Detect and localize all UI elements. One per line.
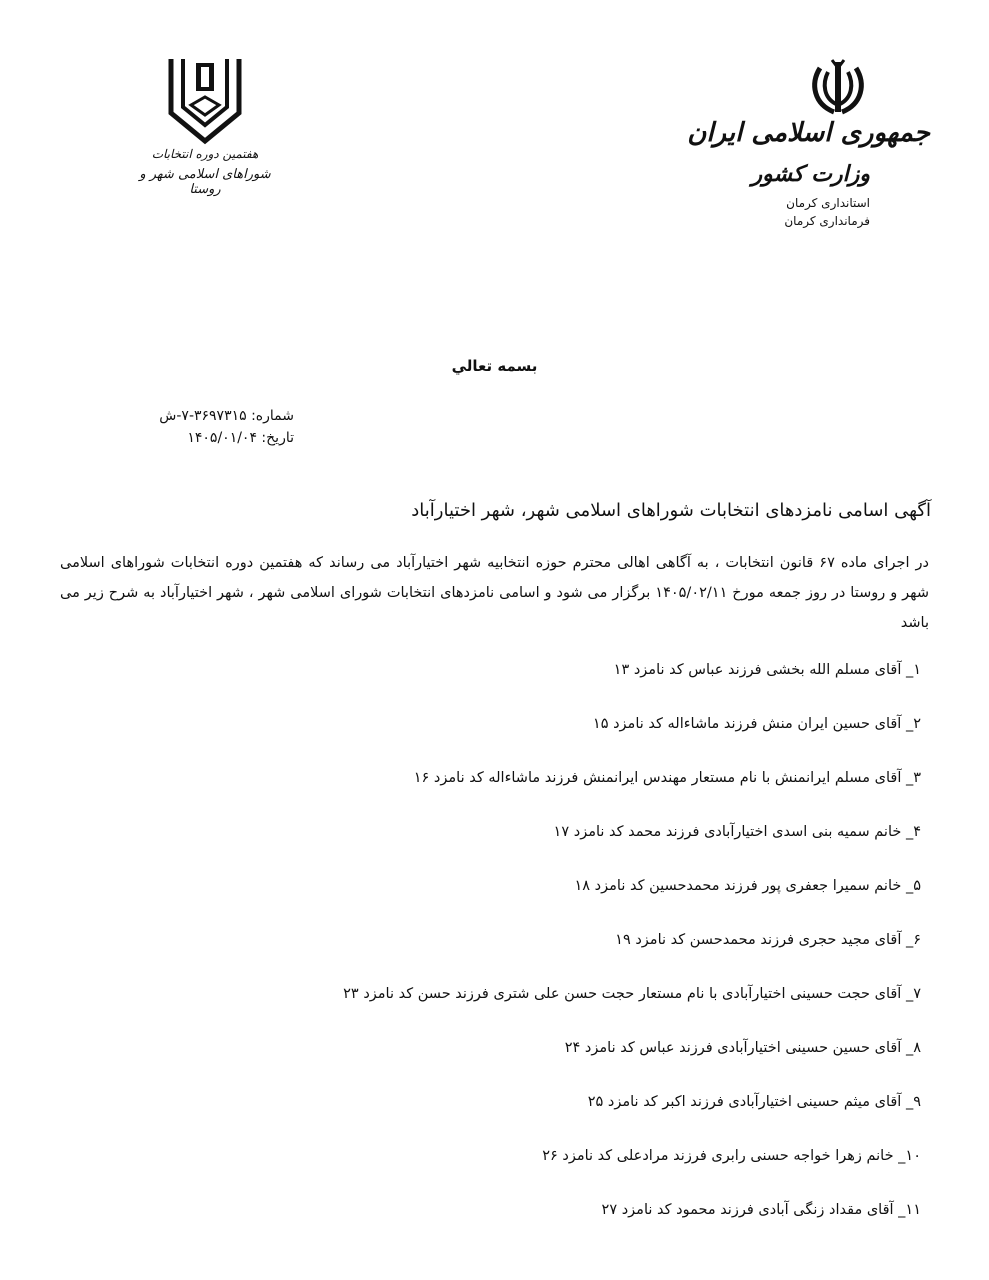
number-label: شماره: — [251, 408, 294, 424]
page-heading: بسمه تعالي — [451, 357, 538, 375]
ballot-box-icon — [165, 55, 245, 145]
date-value: ۱۴۰۵/۰۱/۰۴ — [187, 430, 257, 446]
notice-title: آگهی اسامی نامزدهای انتخابات شوراهای اسلامی شهر، شهر اختیارآباد — [411, 500, 931, 521]
candidate-list — [343, 662, 921, 1256]
candidate-item: ۵_ خانم سمیرا جعفری پور فرزند محمدحسین کد نامزد ۱۸ — [574, 878, 921, 894]
candidate-item: ۳_ آقای مسلم ایرانمنش با نام مستعار مهندس ایرانمنش فرزند ماشاءاله کد نامزد ۱۶ — [413, 770, 921, 786]
candidate-item: ۴_ خانم سمیه بنی اسدی اختیارآبادی فرزند محمد کد نامزد ۱۷ — [553, 824, 921, 840]
candidate-item: ۸_ آقای حسین حسینی اختیارآبادی فرزند عباس کد نامزد ۲۴ — [564, 1040, 921, 1056]
reference-date — [159, 427, 294, 449]
candidate-item: ۷_ آقای حجت حسینی اختیارآبادی با نام مستعار حجت حسن علی شتری فرزند حسن کد نامزد ۲۳ — [343, 986, 921, 1002]
number-value: ۳۶۹۷۳۱۵-۷-ش — [159, 408, 247, 424]
ministry-line3: استانداری کرمان — [786, 196, 870, 210]
date-label: تاریخ: — [261, 430, 294, 446]
ministry-line1: جمهوری اسلامی ایران — [687, 118, 930, 148]
candidate-item: ۱۰_ خانم زهرا خواجه حسنی رابری فرزند مرادعلی کد نامزد ۲۶ — [542, 1148, 921, 1164]
reference-number — [159, 405, 294, 427]
candidate-item: ۱۱_ آقای مقداد زنگی آبادی فرزند محمود کد نامزد ۲۷ — [601, 1202, 921, 1218]
iran-emblem-icon — [808, 58, 868, 120]
candidate-item: ۱_ آقای مسلم الله بخشی فرزند عباس کد نامزد ۱۳ — [613, 662, 921, 678]
ministry-line2: وزارت کشور — [751, 162, 870, 187]
reference-block — [159, 405, 294, 449]
elections-emblem-line1: هفتمین دوره انتخابات — [151, 147, 259, 161]
elections-emblem-line2: شوراهای اسلامی شهر و روستا — [139, 167, 271, 197]
ministry-line4: فرمانداری کرمان — [784, 214, 870, 228]
candidate-item: ۲_ آقای حسین ایران منش فرزند ماشاءاله کد نامزد ۱۵ — [592, 716, 921, 732]
ministry-emblem — [687, 58, 930, 238]
candidate-item: ۹_ آقای میثم حسینی اختیارآبادی فرزند اکبر کد نامزد ۲۵ — [587, 1094, 921, 1110]
candidate-item: ۶_ آقای مجید حجری فرزند محمدحسن کد نامزد ۱۹ — [615, 932, 921, 948]
elections-emblem — [140, 55, 270, 195]
intro-paragraph: در اجرای ماده ۶۷ قانون انتخابات ، به آگاهی اهالی محترم حوزه انتخابیه شهر اختیارآباد می رساند که هفتمین دوره انتخابات شوراهای اسلامی شهر و روستا در روز جمعه مورخ ۱۴۰۵/۰۲/۱۱ برگزار می شود و اسامی نامزدهای انتخابات شورای اسلامی شهر ، شهر اختیارآباد به شرح زیر می باشد — [60, 555, 929, 631]
